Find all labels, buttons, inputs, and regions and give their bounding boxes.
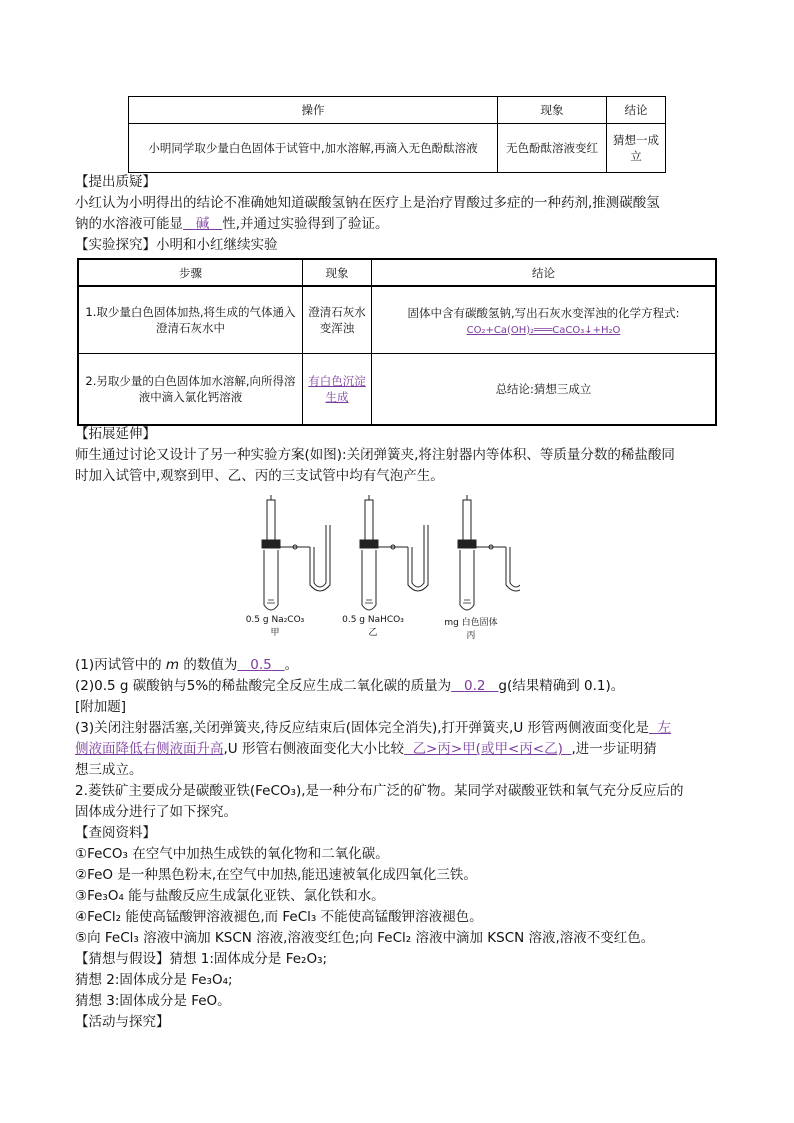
problem2-line-2: 固体成分进行了如下探究。 bbox=[75, 804, 237, 820]
answer-blank-compare: 乙>丙>甲(或甲<丙<乙) bbox=[412, 741, 563, 757]
q1-line: (1)丙试管中的 m 的数值为 0.5 。 bbox=[75, 657, 299, 673]
apparatus-yi bbox=[360, 495, 428, 610]
figure-label-jia: 0.5 g Na₂CO₃ 甲 bbox=[245, 615, 305, 638]
table2-header-phenomenon: 现象 bbox=[303, 259, 372, 286]
question-line-2 bbox=[75, 214, 389, 234]
reference-3: ③Fe₃O₄ 能与盐酸反应生成氯化亚铁、氯化铁和水。 bbox=[75, 888, 385, 904]
section-reference: 【查阅资料】 bbox=[75, 825, 156, 841]
answer-blank-alkaline: 碱 bbox=[195, 216, 210, 232]
table2-row1-step: 1.取少量白色固体加热,将生成的气体通入澄清石灰水中 bbox=[78, 286, 303, 354]
reference-2: ②FeO 是一种黑色粉末,在空气中加热,能迅速被氧化成四氧化三铁。 bbox=[75, 867, 477, 883]
question-line-2-pre: 钠的水溶液可能显 bbox=[75, 216, 183, 232]
q2-line: (2)0.5 g 碳酸钠与5%的稀盐酸完全反应生成二氧化碳的质量为 0.2 g(结果精确到 0.1)。 bbox=[75, 678, 625, 694]
guess-3: 猜想 3:固体成分是 FeO。 bbox=[75, 993, 231, 1009]
table2-header-conclusion: 结论 bbox=[372, 259, 717, 286]
table1-cell-phenomenon: 无色酚酞溶液变红 bbox=[498, 124, 607, 173]
table2-row1-phenomenon: 澄清石灰水变浑浊 bbox=[303, 286, 372, 354]
q3-line-1: (3)关闭注射器活塞,关闭弹簧夹,待反应结束后(固体完全消失),打开弹簧夹,U 形管两侧液面变化是 左 bbox=[75, 720, 672, 736]
reference-4: ④FeCl₂ 能使高锰酸钾溶液褪色,而 FeCl₃ 不能使高锰酸钾溶液褪色。 bbox=[75, 909, 483, 925]
table2-row1-conclusion-text: 固体中含有碳酸氢钠,写出石灰水变浑浊的化学方程式: bbox=[407, 305, 680, 320]
reference-5: ⑤向 FeCl₃ 溶液中滴加 KSCN 溶液,溶液变红色;向 FeCl₂ 溶液中滴加 KSCN 溶液,溶液不变红色。 bbox=[75, 930, 655, 946]
table2-row2-step: 2.另取少量的白色固体加水溶解,向所得溶液中滴入氯化钙溶液 bbox=[78, 354, 303, 426]
answer-blank-u-tube-a: 左 bbox=[657, 720, 672, 736]
figure-label-bing: mg 白色固体 丙 bbox=[444, 618, 498, 641]
apparatus-figure bbox=[245, 495, 520, 645]
table2-row1-equation: CO₂+Ca(OH)₂═══CaCO₃↓+H₂O bbox=[466, 324, 621, 336]
problem2-line-1: 2.菱铁矿主要成分是碳酸亚铁(FeCO₃),是一种分布广泛的矿物。某同学对碳酸亚铁和氧气充分反应后的 bbox=[75, 783, 684, 799]
apparatus-jia bbox=[262, 495, 330, 610]
bonus-label: [附加题] bbox=[75, 699, 127, 715]
extend-line-1: 师生通过讨论又设计了另一种实验方案(如图):关闭弹簧夹,将注射器内等体积、等质量分数的稀盐酸同 bbox=[75, 447, 675, 463]
reference-1: ①FeCO₃ 在空气中加热生成铁的氧化物和二氧化碳。 bbox=[75, 846, 389, 862]
figure-label-yi: 0.5 g NaHCO₃ 乙 bbox=[342, 615, 404, 638]
table2-row2-conclusion: 总结论:猜想三成立 bbox=[372, 354, 717, 426]
table1-header-conclusion: 结论 bbox=[607, 97, 666, 124]
table1-cell-conclusion: 猜想一成立 bbox=[607, 124, 666, 173]
q3-line-2: 侧液面降低右侧液面升高,U 形管右侧液面变化大小比较 乙>丙>甲(或甲<丙<乙) ,进一步证明猜 bbox=[75, 741, 657, 757]
section-activity: 【活动与探究】 bbox=[75, 1014, 170, 1030]
guess-1: 【猜想与假设】猜想 1:固体成分是 Fe₂O₃; bbox=[75, 951, 328, 967]
extend-line-2: 时加入试管中,观察到甲、乙、丙的三支试管中均有气泡产生。 bbox=[75, 468, 444, 484]
section-question: 【提出质疑】 bbox=[75, 174, 156, 190]
answer-blank-co2-mass: 0.2 bbox=[464, 678, 486, 694]
table1-header-phenomenon: 现象 bbox=[498, 97, 607, 124]
table1-header-operation: 操作 bbox=[129, 97, 498, 124]
section-experiment: 【实验探究】小明和小红继续实验 bbox=[75, 237, 278, 253]
answer-blank-m: 0.5 bbox=[250, 657, 272, 673]
result-table-1 bbox=[128, 96, 666, 173]
question-line-2-post: 性,并通过实验得到了验证。 bbox=[222, 216, 389, 232]
guess-2: 猜想 2:固体成分是 Fe₃O₄; bbox=[75, 972, 233, 988]
table2-row1-conclusion bbox=[372, 286, 717, 354]
table1-cell-operation: 小明同学取少量白色固体于试管中,加水溶解,再滴入无色酚酞溶液 bbox=[129, 124, 498, 173]
answer-blank-u-tube-b: 侧液面降低右侧液面升高 bbox=[75, 741, 224, 757]
table2-row2-phenomenon: 有白色沉淀生成 bbox=[303, 354, 372, 426]
section-extend: 【拓展延伸】 bbox=[75, 426, 156, 442]
question-line-1: 小红认为小明得出的结论不准确她知道碳酸氢钠在医疗上是治疗胃酸过多症的一种药剂,推测碳酸氢 bbox=[75, 195, 660, 211]
q3-line-3: 想三成立。 bbox=[75, 762, 143, 778]
experiment-table bbox=[77, 258, 717, 426]
apparatus-bing bbox=[458, 495, 520, 610]
table2-header-step: 步骤 bbox=[78, 259, 303, 286]
